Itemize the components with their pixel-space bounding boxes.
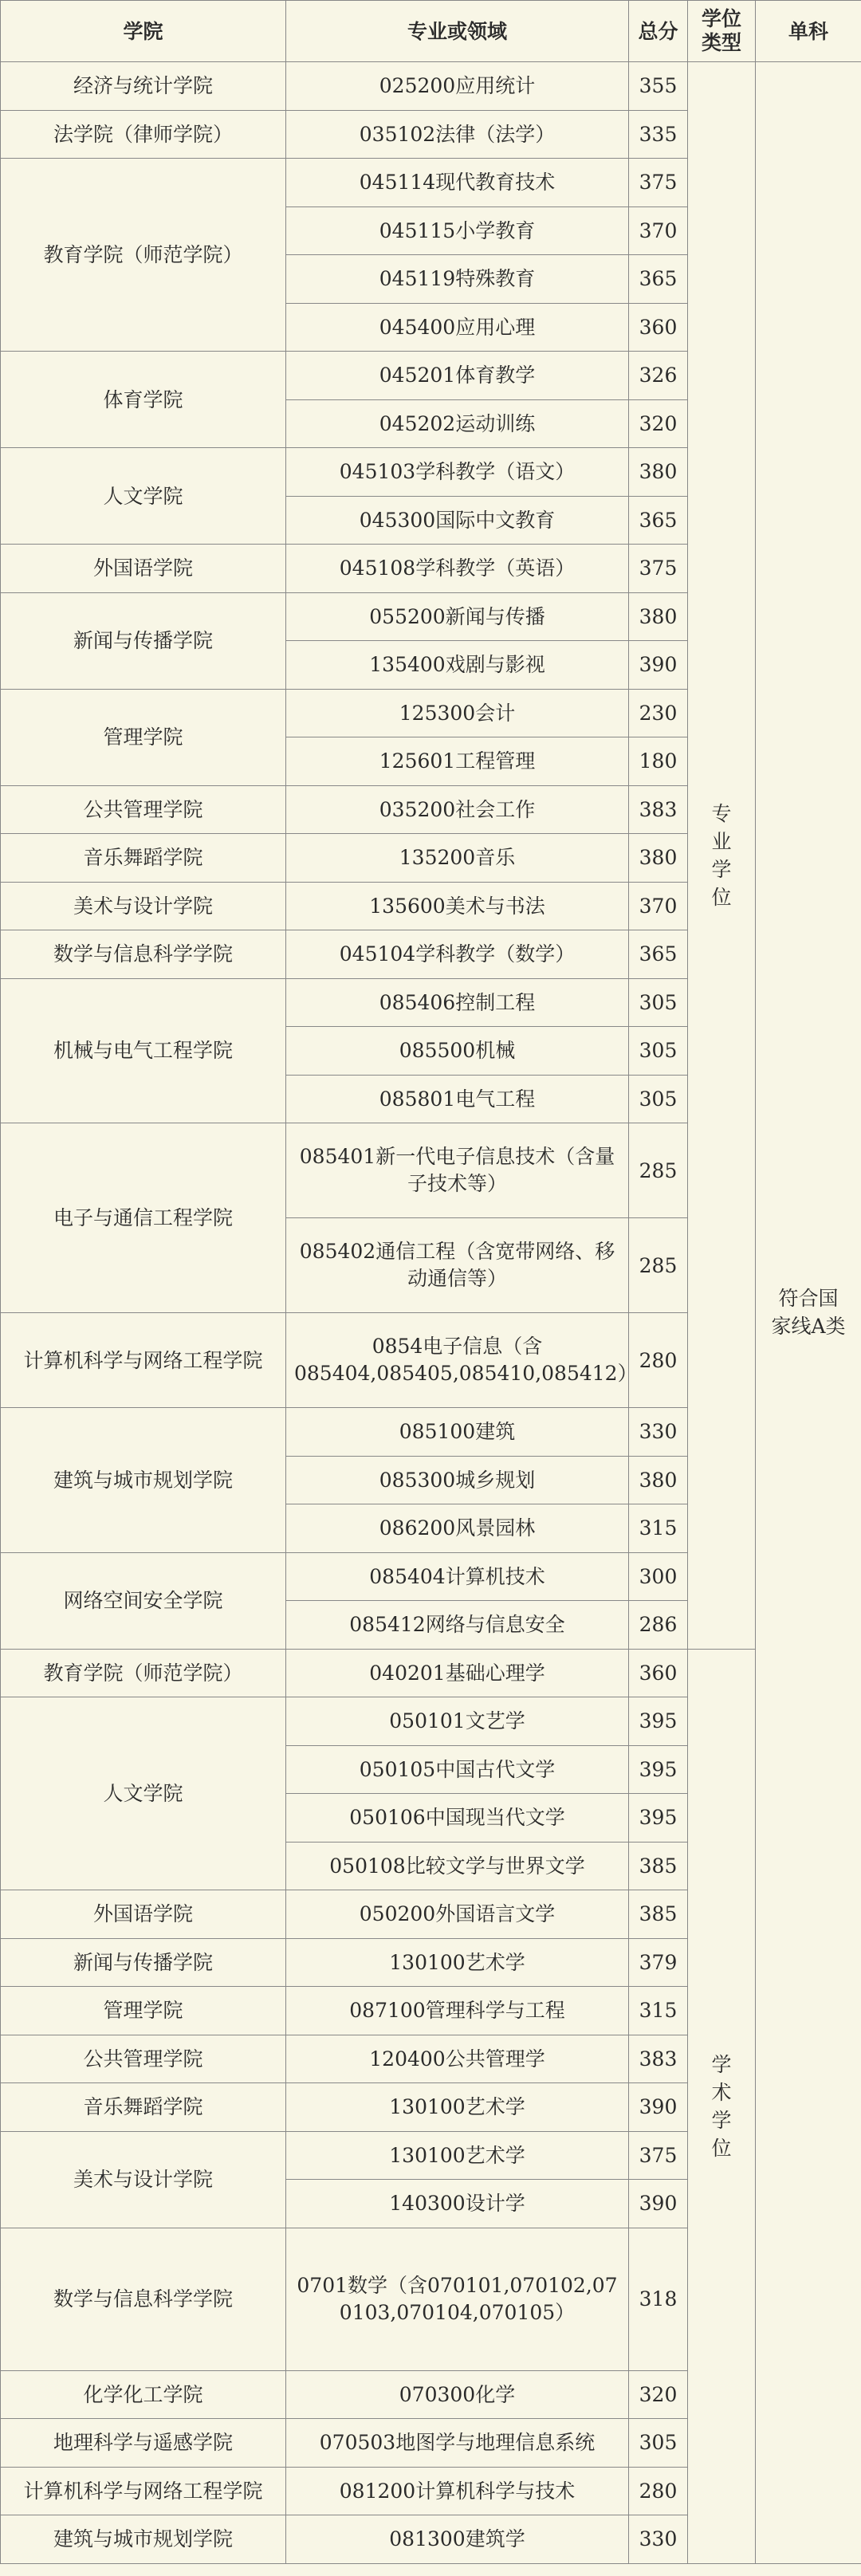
major-cell: 045104学科教学（数学） xyxy=(286,930,629,979)
score-cell: 365 xyxy=(629,930,688,979)
score-cell: 285 xyxy=(629,1218,688,1313)
score-cell: 280 xyxy=(629,1313,688,1408)
score-cell: 280 xyxy=(629,2467,688,2515)
score-cell: 285 xyxy=(629,1123,688,1218)
score-cell: 355 xyxy=(629,62,688,111)
table-header xyxy=(1,1,861,62)
major-cell: 085100建筑 xyxy=(286,1408,629,1457)
major-cell: 130100艺术学 xyxy=(286,2131,629,2180)
major-cell: 125601工程管理 xyxy=(286,737,629,786)
score-cell: 305 xyxy=(629,2419,688,2468)
major-cell: 085300城乡规划 xyxy=(286,1456,629,1504)
major-cell: 085801电气工程 xyxy=(286,1075,629,1123)
major-cell: 085404计算机技术 xyxy=(286,1552,629,1601)
score-cell: 383 xyxy=(629,785,688,834)
major-cell: 055200新闻与传播 xyxy=(286,592,629,641)
college-cell: 化学化工学院 xyxy=(1,2370,286,2419)
score-cell: 365 xyxy=(629,496,688,545)
score-cell: 320 xyxy=(629,2370,688,2419)
major-cell: 135600美术与书法 xyxy=(286,882,629,930)
table-row xyxy=(1,1649,861,1697)
major-cell: 130100艺术学 xyxy=(286,2083,629,2132)
major-cell: 045202运动训练 xyxy=(286,399,629,448)
major-cell: 0701数学（含070101,070102,070103,070104,070105） xyxy=(286,2228,629,2370)
single-subject-cell: 符合国家线A类 xyxy=(756,62,861,2564)
college-cell: 音乐舞蹈学院 xyxy=(1,834,286,883)
college-cell: 建筑与城市规划学院 xyxy=(1,2515,286,2564)
header-score: 总分 xyxy=(629,1,688,62)
score-cell: 385 xyxy=(629,1890,688,1939)
college-cell: 计算机科学与网络工程学院 xyxy=(1,1313,286,1408)
college-cell: 计算机科学与网络工程学院 xyxy=(1,2467,286,2515)
college-cell: 外国语学院 xyxy=(1,1890,286,1939)
major-cell: 120400公共管理学 xyxy=(286,2035,629,2083)
score-cell: 383 xyxy=(629,2035,688,2083)
college-cell: 电子与通信工程学院 xyxy=(1,1123,286,1313)
major-cell: 045108学科教学（英语） xyxy=(286,545,629,593)
college-cell: 人文学院 xyxy=(1,1697,286,1890)
major-cell: 135200音乐 xyxy=(286,834,629,883)
major-cell: 045103学科教学（语文） xyxy=(286,448,629,497)
score-cell: 370 xyxy=(629,882,688,930)
score-cell: 286 xyxy=(629,1601,688,1650)
score-cell: 390 xyxy=(629,2083,688,2132)
major-cell: 040201基础心理学 xyxy=(286,1649,629,1697)
score-cell: 390 xyxy=(629,641,688,690)
score-cell: 318 xyxy=(629,2228,688,2370)
college-cell: 数学与信息科学学院 xyxy=(1,2228,286,2370)
college-cell: 音乐舞蹈学院 xyxy=(1,2083,286,2132)
major-cell: 045300国际中文教育 xyxy=(286,496,629,545)
college-cell: 机械与电气工程学院 xyxy=(1,978,286,1123)
major-cell: 135400戏剧与影视 xyxy=(286,641,629,690)
major-cell: 045201体育教学 xyxy=(286,352,629,400)
college-cell: 外国语学院 xyxy=(1,545,286,593)
college-cell: 体育学院 xyxy=(1,352,286,448)
score-cell: 230 xyxy=(629,689,688,737)
score-cell: 379 xyxy=(629,1938,688,1987)
major-cell: 086200风景园林 xyxy=(286,1504,629,1553)
score-cell: 375 xyxy=(629,2131,688,2180)
major-cell: 045114现代教育技术 xyxy=(286,159,629,207)
college-cell: 网络空间安全学院 xyxy=(1,1552,286,1649)
score-cell: 305 xyxy=(629,978,688,1027)
major-cell: 050105中国古代文学 xyxy=(286,1745,629,1794)
college-cell: 数学与信息科学学院 xyxy=(1,930,286,979)
major-cell: 050108比较文学与世界文学 xyxy=(286,1842,629,1890)
major-cell: 085401新一代电子信息技术（含量子技术等） xyxy=(286,1123,629,1218)
major-cell: 081200计算机科学与技术 xyxy=(286,2467,629,2515)
college-cell: 管理学院 xyxy=(1,1987,286,2035)
college-cell: 教育学院（师范学院） xyxy=(1,1649,286,1697)
major-cell: 050106中国现当代文学 xyxy=(286,1794,629,1843)
header-college: 学院 xyxy=(1,1,286,62)
college-cell: 建筑与城市规划学院 xyxy=(1,1408,286,1553)
major-cell: 085412网络与信息安全 xyxy=(286,1601,629,1650)
score-cell: 305 xyxy=(629,1075,688,1123)
college-cell: 美术与设计学院 xyxy=(1,2131,286,2228)
score-cell: 315 xyxy=(629,1987,688,2035)
score-cell: 370 xyxy=(629,206,688,255)
score-cell: 180 xyxy=(629,737,688,786)
college-cell: 管理学院 xyxy=(1,689,286,785)
major-cell: 140300设计学 xyxy=(286,2180,629,2228)
header-major: 专业或领域 xyxy=(286,1,629,62)
score-cell: 320 xyxy=(629,399,688,448)
major-cell: 130100艺术学 xyxy=(286,1938,629,1987)
college-cell: 新闻与传播学院 xyxy=(1,1938,286,1987)
score-cell: 395 xyxy=(629,1794,688,1843)
score-cell: 330 xyxy=(629,2515,688,2564)
score-cell: 380 xyxy=(629,834,688,883)
major-cell: 070503地图学与地理信息系统 xyxy=(286,2419,629,2468)
college-cell: 教育学院（师范学院） xyxy=(1,159,286,352)
score-cell: 385 xyxy=(629,1842,688,1890)
college-cell: 公共管理学院 xyxy=(1,2035,286,2083)
score-cell: 300 xyxy=(629,1552,688,1601)
score-cell: 315 xyxy=(629,1504,688,1553)
score-cell: 326 xyxy=(629,352,688,400)
major-cell: 0854电子信息（含085404,085405,085410,085412） xyxy=(286,1313,629,1408)
table-row xyxy=(1,62,861,111)
major-cell: 045119特殊教育 xyxy=(286,255,629,304)
major-cell: 045115小学教育 xyxy=(286,206,629,255)
score-cell: 335 xyxy=(629,110,688,159)
major-cell: 045400应用心理 xyxy=(286,303,629,352)
major-cell: 085500机械 xyxy=(286,1027,629,1076)
major-cell: 035200社会工作 xyxy=(286,785,629,834)
college-cell: 公共管理学院 xyxy=(1,785,286,834)
major-cell: 125300会计 xyxy=(286,689,629,737)
college-cell: 美术与设计学院 xyxy=(1,882,286,930)
score-cell: 360 xyxy=(629,303,688,352)
score-cell: 330 xyxy=(629,1408,688,1457)
score-cell: 395 xyxy=(629,1745,688,1794)
score-cell: 390 xyxy=(629,2180,688,2228)
college-cell: 人文学院 xyxy=(1,448,286,545)
college-cell: 经济与统计学院 xyxy=(1,62,286,111)
college-cell: 新闻与传播学院 xyxy=(1,592,286,689)
score-cell: 380 xyxy=(629,1456,688,1504)
major-cell: 050200外国语言文学 xyxy=(286,1890,629,1939)
major-cell: 085406控制工程 xyxy=(286,978,629,1027)
score-cell: 380 xyxy=(629,592,688,641)
major-cell: 025200应用统计 xyxy=(286,62,629,111)
major-cell: 085402通信工程（含宽带网络、移动通信等） xyxy=(286,1218,629,1313)
major-cell: 050101文艺学 xyxy=(286,1697,629,1746)
college-cell: 地理科学与遥感学院 xyxy=(1,2419,286,2468)
degree-type-professional: 专业学位 xyxy=(688,62,756,1650)
college-cell: 法学院（律师学院） xyxy=(1,110,286,159)
score-cell: 375 xyxy=(629,545,688,593)
score-cell: 395 xyxy=(629,1697,688,1746)
header-degree-type: 学位类型 xyxy=(688,1,756,62)
score-cell: 365 xyxy=(629,255,688,304)
major-cell: 070300化学 xyxy=(286,2370,629,2419)
degree-type-academic: 学术学位 xyxy=(688,1649,756,2563)
major-cell: 081300建筑学 xyxy=(286,2515,629,2564)
score-cell: 360 xyxy=(629,1649,688,1697)
header-single-subject: 单科 xyxy=(756,1,861,62)
major-cell: 035102法律（法学） xyxy=(286,110,629,159)
score-cell: 380 xyxy=(629,448,688,497)
major-cell: 087100管理科学与工程 xyxy=(286,1987,629,2035)
score-cell: 305 xyxy=(629,1027,688,1076)
score-cell: 375 xyxy=(629,159,688,207)
